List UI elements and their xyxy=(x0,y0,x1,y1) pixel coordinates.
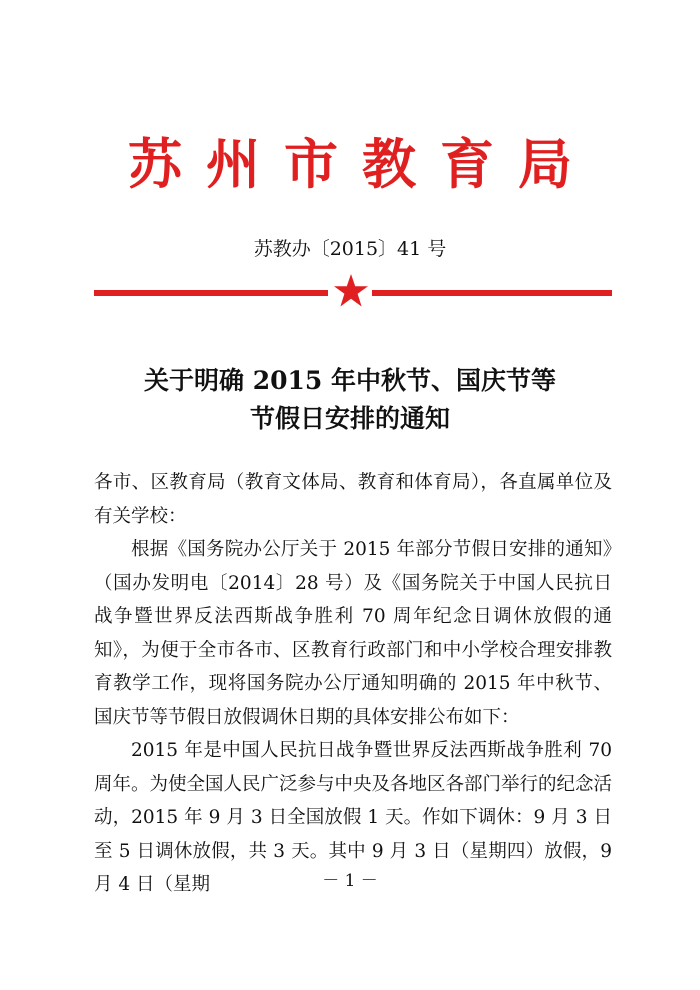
notice-title-line-1: 关于明确 2015 年中秋节、国庆节等 xyxy=(144,366,556,395)
body-paragraph-2: 2015 年是中国人民抗日战争暨世界反法西斯战争胜利 70 周年。为使全国人民广泛参与中央及各地区各部门举行的纪念活动，2015 年 9 月 3 日全国放假 1 天。作如下调休：9 月 3 日至 5 日调休放假，共 3 天。其中 9 月 3 日（星期四）放假，9 月 4 日（星期 xyxy=(94,740,613,895)
red-divider-right xyxy=(372,290,612,296)
red-divider-left xyxy=(94,290,328,296)
agency-masthead: 苏州市教育局 xyxy=(128,133,596,196)
notice-title-line-2: 节假日安排的通知 xyxy=(249,404,450,433)
document-number: 苏教办〔2015〕41 号 xyxy=(253,238,447,260)
body-paragraph-1: 根据《国务院办公厅关于 2015 年部分节假日安排的通知》（国办发明电〔2014〕28 号）及《国务院关于中国人民抗日战争暨世界反法西斯战争胜利 70 周年纪念日调休放假的通知》，为便于全市各市、区教育行政部门和中小学校合理安排教育教学工作，现将国务院办公厅通知明确的 2015 年中秋节、国庆节等节假日放假调休日期的具体安排公布如下： xyxy=(94,539,612,728)
red-star-icon xyxy=(333,273,369,309)
notice-body xyxy=(94,466,612,902)
page-number: － 1 － xyxy=(322,871,378,891)
notice-title xyxy=(0,362,700,438)
salutation: 各市、区教育局（教育文体局、教育和体育局），各直属单位及有关学校： xyxy=(94,472,612,527)
